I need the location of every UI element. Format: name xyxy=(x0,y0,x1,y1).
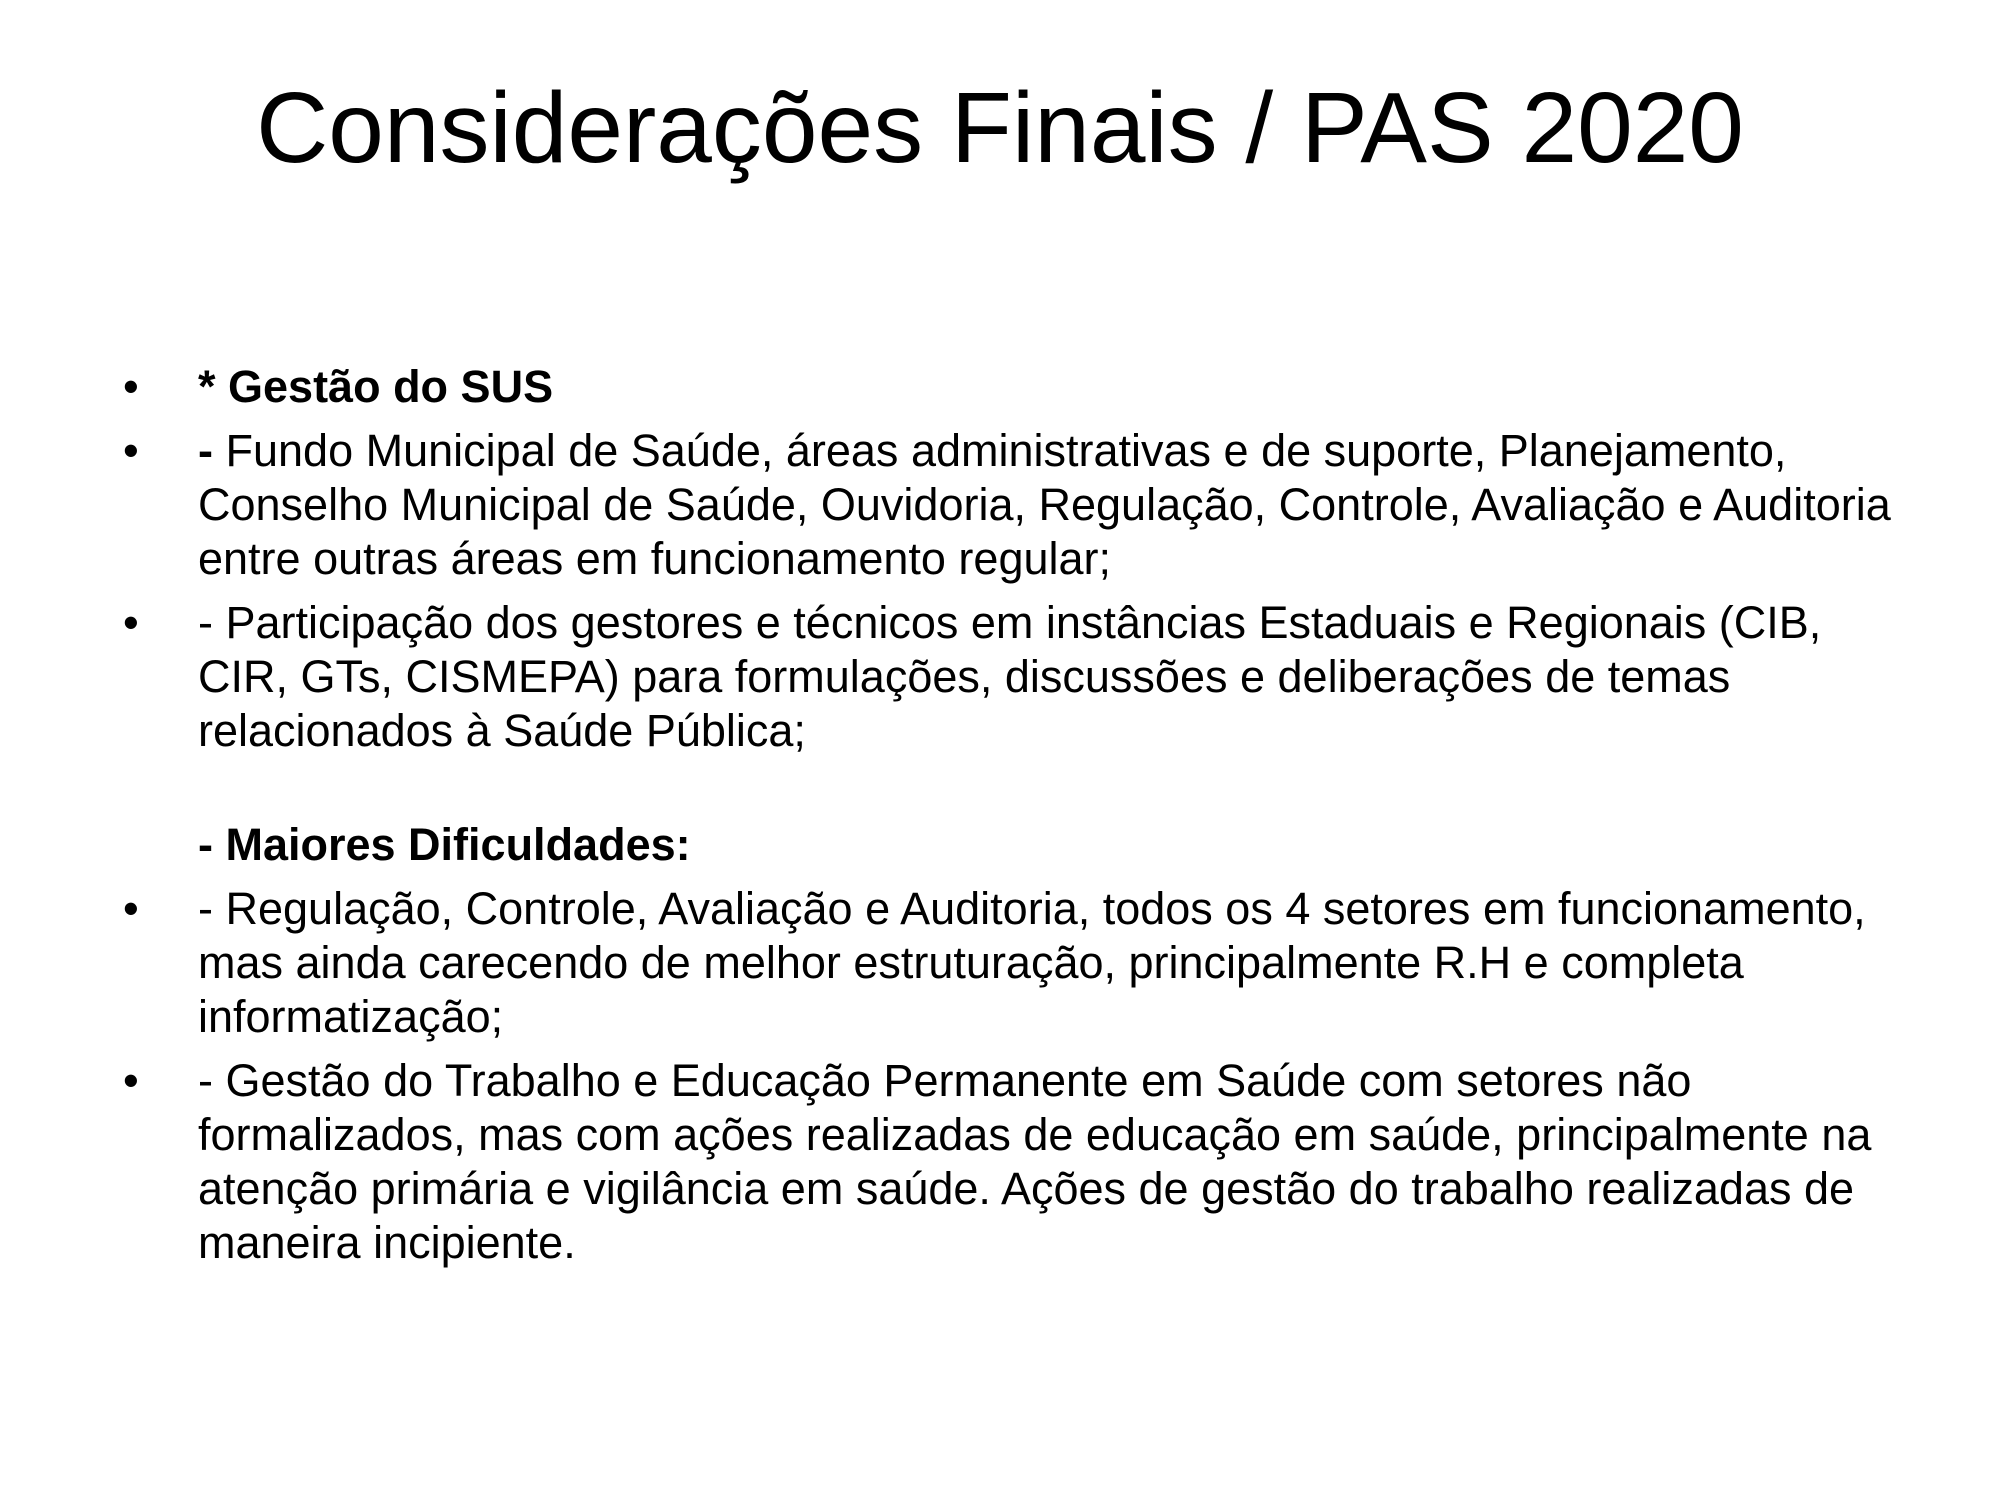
bullet-marker: • xyxy=(123,361,139,412)
bullet-marker: • xyxy=(123,1055,139,1106)
bullet-lead-dash: - xyxy=(198,425,213,476)
bullet-text: Fundo Municipal de Saúde, áreas administrativas e de suporte, Planejamento, Conselho Municipal de Saúde, Ouvidoria, Regulação, Controle, Avaliação e Auditoria entre outras áreas em funcionamento regular; xyxy=(198,425,1891,584)
bullet-text: - Regulação, Controle, Avaliação e Auditoria, todos os 4 setores em funcionamento, mas ainda carecendo de melhor estruturação, principalmente R.H e completa informatização; xyxy=(198,883,1866,1042)
bullet-item-fundo-municipal xyxy=(118,424,1918,586)
bullet-text: - Gestão do Trabalho e Educação Permanente em Saúde com setores não formalizados, mas com ações realizadas de educação em saúde, principalmente na atenção primária e vigilância em saúde. Ações de gestão do trabalho realizadas de maneira incipiente. xyxy=(198,1055,1872,1268)
bullet-item-participacao xyxy=(118,596,1918,758)
bullet-item-gestao-sus xyxy=(118,360,1918,414)
bullet-marker: • xyxy=(123,425,139,476)
section-heading-gestao-sus: * Gestão do SUS xyxy=(198,361,554,412)
slide-body xyxy=(118,360,1918,1280)
bullet-text: - Participação dos gestores e técnicos em instâncias Estaduais e Regionais (CIB, CIR, GTs, CISMEPA) para formulações, discussões e deliberações de temas relacionados à Saúde Pública; xyxy=(198,597,1822,756)
bullet-marker: • xyxy=(123,597,139,648)
subheading-text: - Maiores Dificuldades: xyxy=(198,819,691,870)
subheading-maiores-dificuldades xyxy=(118,818,1918,872)
slide-title: Considerações Finais / PAS 2020 xyxy=(256,72,1744,184)
bullet-item-regulacao xyxy=(118,882,1918,1044)
bullet-marker: • xyxy=(123,883,139,934)
bullet-item-gestao-trabalho xyxy=(118,1054,1918,1270)
